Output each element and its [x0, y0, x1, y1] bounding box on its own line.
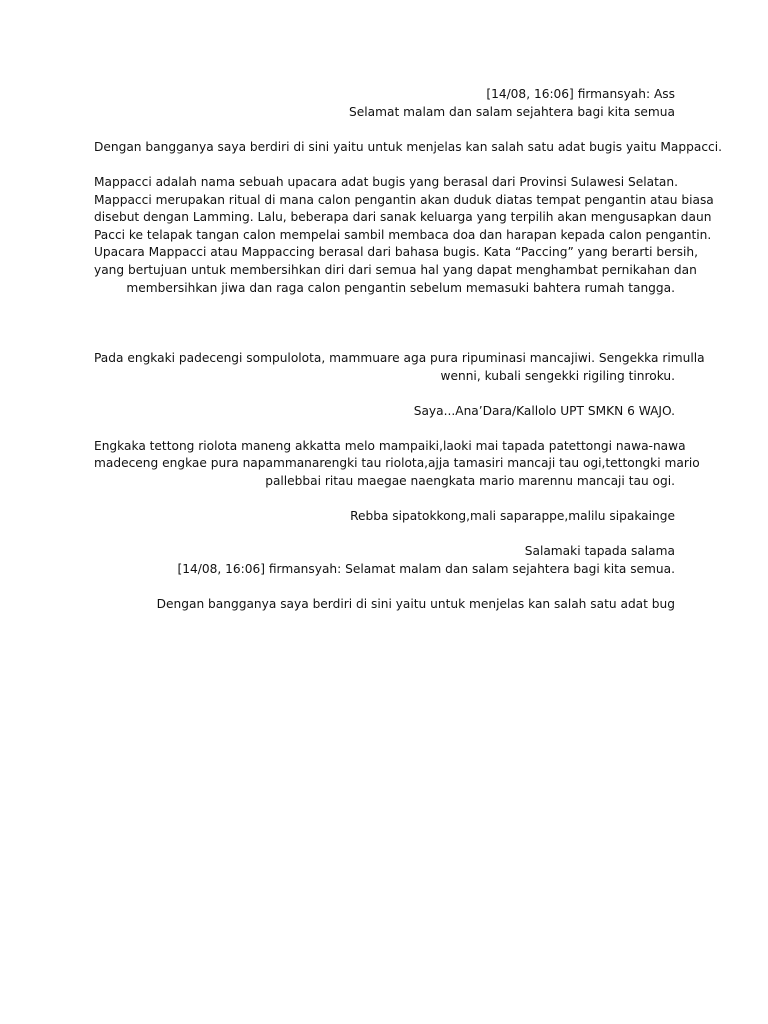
text-line: pallebbai ritau maegae naengkata mario marennu mancaji tau ogi. — [265, 474, 675, 489]
text-line: Dengan bangganya saya berdiri di sini yaitu untuk menjelas kan salah satu adat bug — [156, 597, 675, 612]
text-line: Engkaka tettong riolota maneng akkatta melo mampaiki,laoki mai tapada patettongi nawa-nawa — [94, 438, 686, 453]
paragraph-truncated — [94, 596, 675, 614]
paragraph-closing — [94, 543, 675, 578]
text-line: disebut dengan Lamming. Lalu, beberapa dari sanak keluarga yang terpilih akan mengusapkan daun — [94, 210, 712, 225]
text-line: Pada engkaki padecengi sompulolota, mammuare aga pura ripuminasi mancajiwi. Sengekka rimulla — [94, 350, 705, 365]
paragraph-appeal — [94, 438, 700, 491]
text-line: [14/08, 16:06] firmansyah: Ass — [486, 87, 675, 101]
text-line: madeceng engkae pura napammanarengki tau riolota,ajja tamasiri mancaji tau ogi,tettongki mario — [94, 456, 700, 471]
text-line: Salamaki tapada salama — [524, 544, 675, 559]
text-line: Dengan bangganya saya berdiri di sini yaitu untuk menjelas kan salah satu adat bugis yaitu Mappacci. — [94, 139, 722, 154]
paragraph-speaker-identity — [94, 403, 675, 421]
text-line: Mappacci adalah nama sebuah upacara adat bugis yang berasal dari Provinsi Sulawesi Selatan. — [94, 174, 678, 189]
text-line: membersihkan jiwa dan raga calon pengantin sebelum memasuki bahtera rumah tangga. — [126, 280, 675, 295]
text-line: Pacci ke telapak tangan calon mempelai sambil membaca doa dan harapan kepada calon pengantin. — [94, 227, 712, 242]
text-line: Selamat malam dan salam sejahtera bagi kita semua — [349, 104, 675, 119]
text-line: [14/08, 16:06] firmansyah: Selamat malam dan salam sejahtera bagi kita semua. — [177, 562, 675, 577]
paragraph-greeting — [94, 86, 675, 121]
text-line: Upacara Mappacci atau Mappaccing berasal dari bahasa bugis. Kata “Paccing” yang berarti bersih, — [94, 245, 699, 260]
paragraph-bugis-verse — [94, 350, 705, 385]
text-line: wenni, kubali sengekki rigiling tinroku. — [440, 368, 675, 383]
paragraph-intro — [94, 139, 722, 157]
document-body — [94, 86, 722, 614]
text-line: Rebba sipatokkong,mali saparappe,malilu sipakainge — [350, 509, 675, 524]
text-line: Mappacci merupakan ritual di mana calon pengantin akan duduk diatas tempat pengantin atau biasa — [94, 192, 714, 207]
paragraph-mappacci-description — [94, 174, 714, 297]
text-line: Saya...Ana’Dara/Kallolo UPT SMKN 6 WAJO. — [413, 403, 675, 418]
paragraph-motto — [94, 508, 675, 526]
text-line: yang bertujuan untuk membersihkan diri dari semua hal yang dapat menghambat pernikahan dan — [94, 262, 697, 277]
